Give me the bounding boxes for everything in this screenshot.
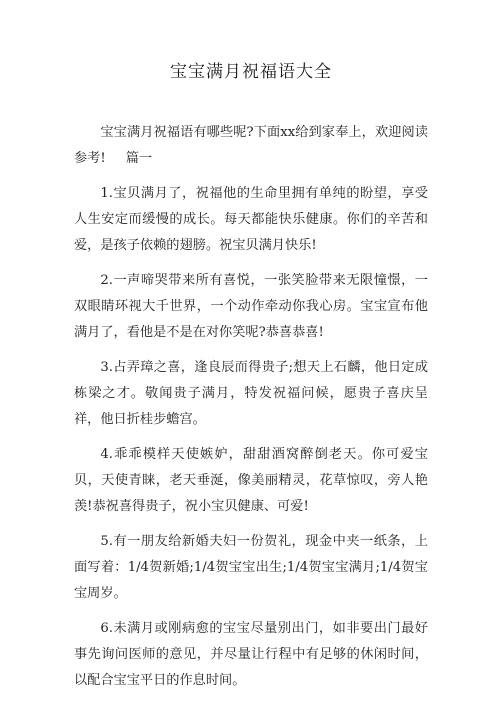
section-label: 篇一: [125, 151, 153, 166]
blessing-paragraph-4: 4.乖乖模样天使嫉妒，甜甜酒窝醉倒老天。你可爱宝贝，天使青睐，老天垂涎，像美丽精灵，花草惊叹，旁人艳羡!恭祝喜得贵子，祝小宝贝健康、可爱!: [74, 447, 428, 514]
document-body: [74, 120, 428, 694]
blessing-paragraph-5: 5.有一朋友给新婚夫妇一份贺礼，现金中夹一纸条，上面写着：1/4贺新婚;1/4贺宝宝出生;1/4贺宝宝满月;1/4贺宝宝周岁。: [74, 534, 428, 601]
intro-paragraph: [74, 120, 428, 172]
document-title: 宝宝满月祝福语大全: [170, 62, 332, 82]
blessing-paragraph-3: 3.占弄璋之喜，逢良辰而得贵子;想天上石麟，他日定成栋梁之才。敬闻贵子满月，特发祝福问候，愿贵子喜庆呈祥，他日折桂步蟾宫。: [74, 360, 428, 427]
blessing-paragraph-2: 2.一声啼哭带来所有喜悦，一张笑脸带来无限憧憬，一双眼睛环视大千世界，一个动作牵动你我心房。宝宝宣布他满月了，看他是不是在对你笑呢?恭喜恭喜!: [74, 273, 428, 340]
blessing-paragraph-1: 1.宝贝满月了，祝福他的生命里拥有单纯的盼望，享受人生安定而缓慢的成长。每天都能快乐健康。你们的辛苦和爱，是孩子依赖的翅膀。祝宝贝满月快乐!: [74, 186, 428, 253]
intro-text: 宝宝满月祝福语有哪些呢?下面xx给到家奉上，欢迎阅读参考!: [74, 125, 428, 166]
blessing-paragraph-6: 6.未满月或刚病愈的宝宝尽量别出门，如非要出门最好事先询问医师的意见，并尽量让行程中有足够的休闲时间，以配合宝宝平日的作息时间。: [74, 621, 428, 688]
